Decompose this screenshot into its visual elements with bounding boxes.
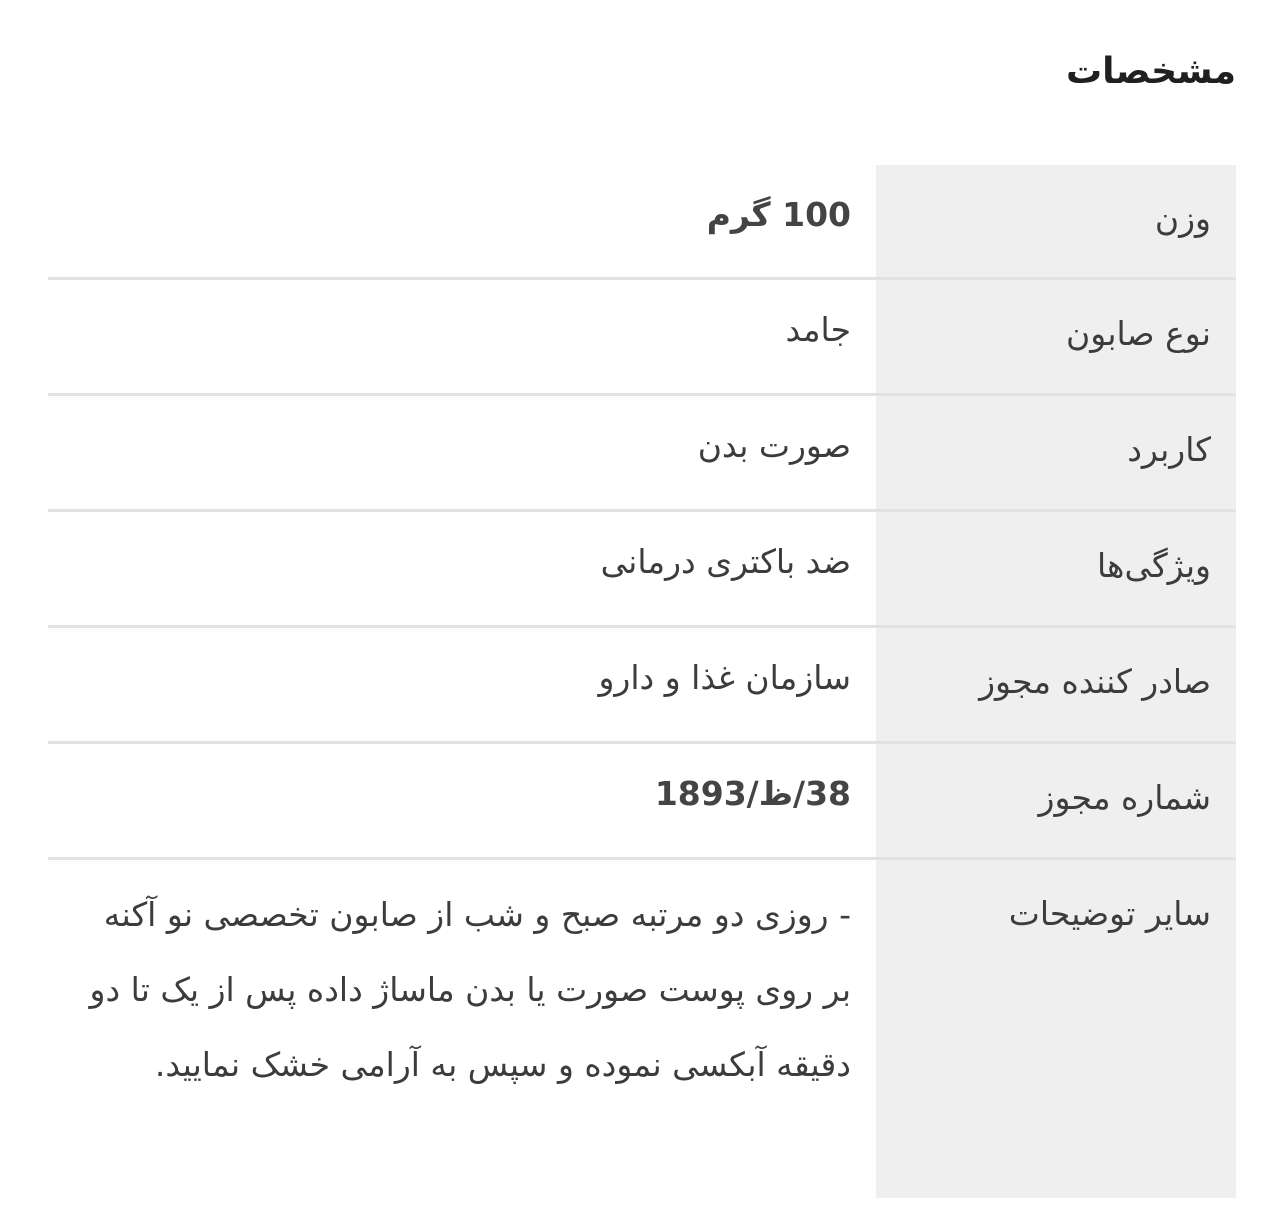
spec-value: 38/ظ/1893 xyxy=(654,774,851,813)
spec-row-features xyxy=(48,512,1236,628)
spec-row-soap-type xyxy=(48,280,1236,396)
spec-value: 100 گرم xyxy=(706,195,851,234)
spec-value: صورت بدن xyxy=(697,426,851,465)
spec-label: ویژگی‌ها xyxy=(876,512,1236,625)
spec-row-usage xyxy=(48,396,1236,512)
spec-value: - روزی دو مرتبه صبح و شب از صابون تخصصی نو آکنه بر روی پوست صورت یا بدن ماساژ داده پس از یک تا دو دقیقه آبکسی نموده و سپس به آرامی خشک نمایید. xyxy=(89,895,851,1084)
spec-value: جامد xyxy=(785,310,851,349)
spec-value: سازمان غذا و دارو xyxy=(598,658,851,697)
spec-row-license-issuer xyxy=(48,628,1236,744)
specs-section-title: مشخصات xyxy=(1065,51,1236,92)
spec-row-weight xyxy=(48,165,1236,280)
spec-label: سایر توضیحات xyxy=(876,860,1236,1198)
spec-value: ضد باکتری درمانی xyxy=(600,542,851,581)
spec-row-license-number xyxy=(48,744,1236,860)
spec-label: شماره مجوز xyxy=(876,744,1236,857)
spec-label: کاربرد xyxy=(876,396,1236,509)
spec-label: وزن xyxy=(876,165,1236,277)
specs-table xyxy=(48,165,1236,1198)
spec-label: صادر کننده مجوز xyxy=(876,628,1236,741)
spec-label: نوع صابون xyxy=(876,280,1236,393)
spec-row-other-notes xyxy=(48,860,1236,1198)
